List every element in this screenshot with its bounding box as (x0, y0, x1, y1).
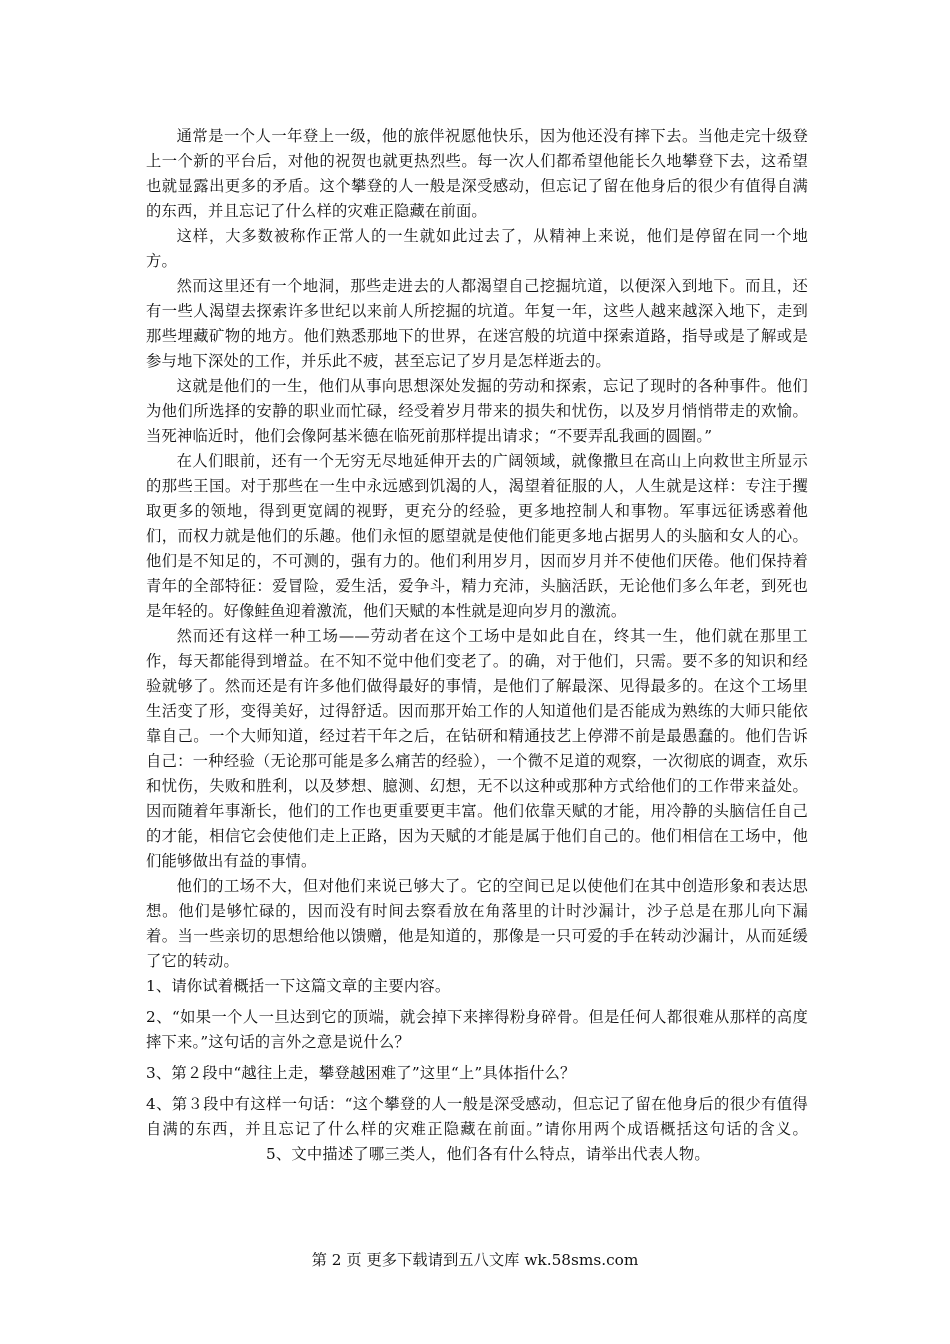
body-paragraph: 然而这里还有一个地洞，那些走进去的人都渴望自己挖掘坑道，以便深入到地下。而且，还有一些人渴望去探索许多世纪以来前人所挖掘的坑道。年复一年，这些人越来越深入地下，走到那些埋藏矿物的地方。他们熟悉那地下的世界，在迷宫般的坑道中探索道路，指导或是了解或是参与地下深处的工作，并乐此不疲，甚至忘记了岁月是怎样逝去的。 (146, 277, 808, 370)
page-footer: 第 2 页 更多下载请到五八文库 wk.58sms.com (311, 1251, 639, 1269)
body-paragraph: 通常是一个人一年登上一级，他的旅伴祝愿他快乐，因为他还没有摔下去。当他走完十级登上一个新的平台后，对他的祝贺也就更热烈些。每一次人们都希望他能长久地攀登下去，这希望也就显露出更多的矛盾。这个攀登的人一般是深受感动，但忘记了留在他身后的很少有值得自满的东西，并且忘记了什么样的灾难正隐藏在前面。 (146, 127, 808, 220)
body-paragraph: 在人们眼前，还有一个无穷无尽地延伸开去的广阔领域，就像撒旦在高山上向救世主所显示的那些王国。对于那些在一生中永远感到饥渴的人，渴望着征服的人，人生就是这样：专注于攫取更多的领地，得到更宽阔的视野，更充分的经验，更多地控制人和事物。军事远征诱惑着他们，而权力就是他们的乐趣。他们永恒的愿望就是使他们能更多地占据男人的头脑和女人的心。他们是不知足的，不可测的，强有力的。他们利用岁月，因而岁月并不使他们厌倦。他们保持着青年的全部特征：爱冒险，爱生活，爱争斗，精力充沛，头脑活跃，无论他们多么年老，到死也是年轻的。好像鲑鱼迎着激流，他们天赋的本性就是迎向岁月的激流。 (146, 452, 808, 620)
question-item (146, 1092, 808, 1167)
document-body (146, 124, 808, 1167)
question-item: 1、请你试着概括一下这篇文章的主要内容。 (146, 977, 451, 995)
body-paragraph: 这就是他们的一生，他们从事向思想深处发掘的劳动和探索，忘记了现时的各种事件。他们为他们所选择的安静的职业而忙碌，经受着岁月带来的损失和忧伤，以及岁月悄悄带走的欢愉。当死神临近时，他们会像阿基米德在临死前那样提出请求；“不要弄乱我画的圆圈。” (146, 377, 808, 445)
body-paragraph: 他们的工场不大，但对他们来说已够大了。它的空间已足以使他们在其中创造形象和表达思想。他们是够忙碌的，因而没有时间去察看放在角落里的计时沙漏计，沙子总是在那儿向下漏着。当一些亲切的思想给他以馈赠，他是知道的，那像是一只可爱的手在转动沙漏计，从而延缓了它的转动。 (146, 877, 808, 970)
body-paragraph: 然而还有这样一种工场——劳动者在这个工场中是如此自在，终其一生，他们就在那里工作，每天都能得到增益。在不知不觉中他们变老了。的确，对于他们，只需。要不多的知识和经验就够了。然而还是有许多他们做得最好的事情，是他们了解最深、见得最多的。在这个工场里生活变了形，变得美好，过得舒适。因而那开始工作的人知道他们是否能成为熟练的大师只能依靠自己。一个大师知道，经过若干年之后，在钻研和精通技艺上停滞不前是最愚蠢的。他们告诉自己：一种经验（无论那可能是多么痛苦的经验），一个微不足道的观察，一次彻底的调查，欢乐和忧伤，失败和胜利，以及梦想、臆测、幻想，无不以这种或那种方式给他们的工作带来益处。因而随着年事渐长，他们的工作也更重要更丰富。他们依靠天赋的才能，用冷静的头脑信任自己的才能，相信它会使他们走上正路，因为天赋的才能是属于他们自己的。他们相信在工场中，他们能够做出有益的事情。 (146, 627, 808, 870)
question-5-text: 5、文中描述了哪三类人，他们各有什么特点，请举出代表人物。 (266, 1145, 710, 1163)
body-paragraph: 这样，大多数被称作正常人的一生就如此过去了，从精神上来说，他们是停留在同一个地方。 (146, 227, 808, 270)
question-4-text: 4、第３段中有这样一句话：“这个攀登的人一般是深受感动，但忘记了留在他身后的很少有值得自满的东西，并且忘记了什么样的灾难正隐藏在前面。”请你用两个成语概括这句话的含义。 (146, 1095, 808, 1138)
question-item: 3、第２段中“越往上走，攀登越困难了”这里“上”具体指什么？ (146, 1064, 576, 1082)
question-item: 2、“如果一个人一旦达到它的顶端，就会掉下来摔得粉身碎骨。但是任何人都很难从那样的高度摔下来。”这句话的言外之意是说什么？ (146, 1008, 808, 1051)
